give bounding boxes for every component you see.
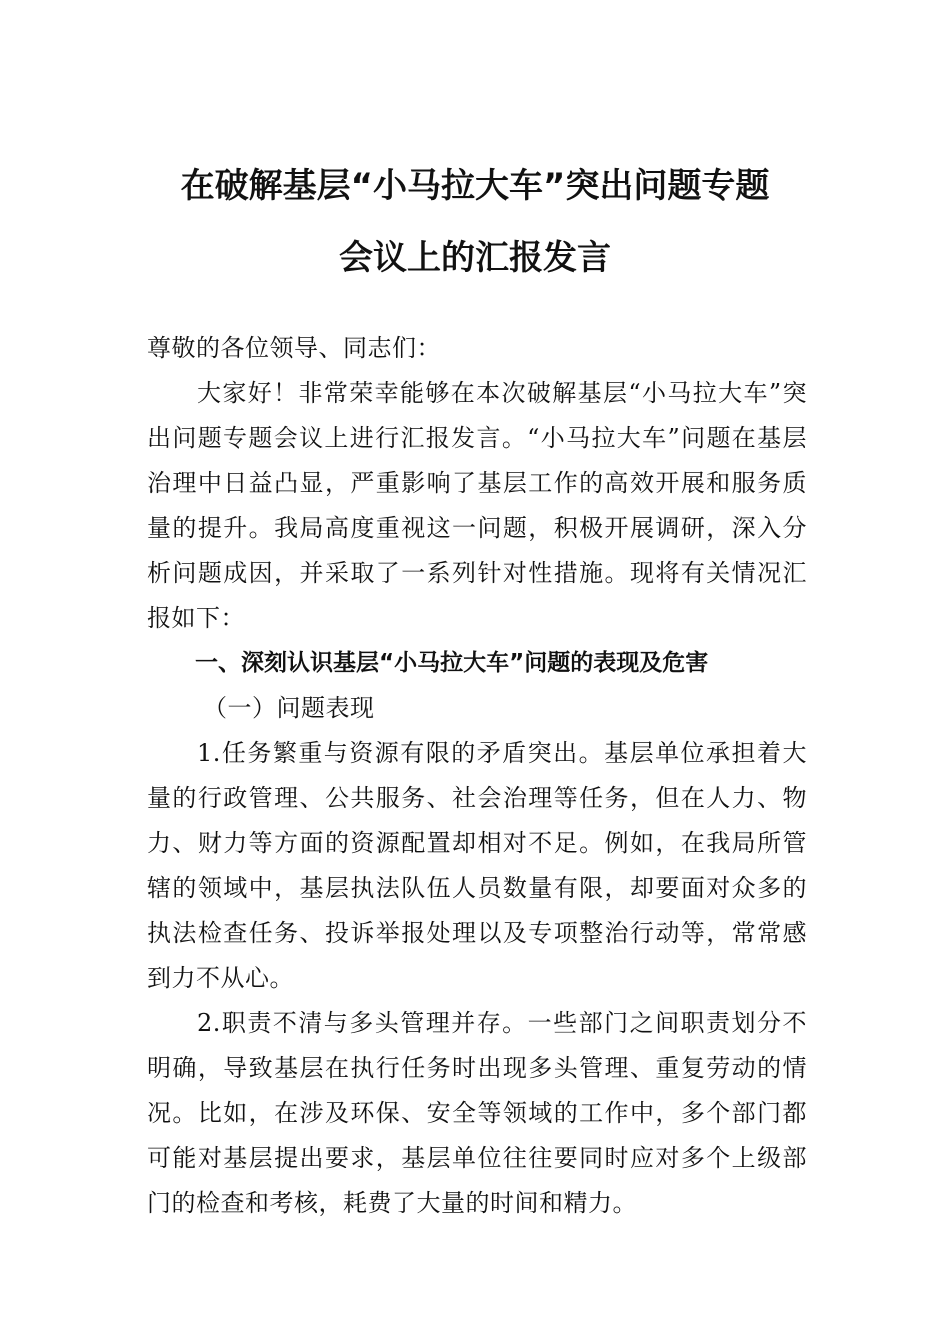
document-body <box>147 326 807 1226</box>
document-title-line-2: 会议上的汇报发言 <box>339 238 611 278</box>
point-2-paragraph: 2.职责不清与多头管理并存。一些部门之间职责划分不明确，导致基层在执行任务时出现多头管理、重复劳动的情况。比如，在涉及环保、安全等领域的工作中，多个部门都可能对基层提出要求，基层单位往往要同时应对多个上级部门的检查和考核，耗费了大量的时间和精力。 <box>147 1009 807 1217</box>
subsection-1-heading: （一）问题表现 <box>203 694 375 722</box>
section-1-heading: 一、深刻认识基层“小马拉大车”问题的表现及危害 <box>195 650 709 676</box>
intro-paragraph: 大家好！非常荣幸能够在本次破解基层“小马拉大车”突出问题专题会议上进行汇报发言。“小马拉大车”问题在基层治理中日益凸显，严重影响了基层工作的高效开展和服务质量的提升。我局高度重视这一问题，积极开展调研，深入分析问题成因，并采取了一系列针对性措施。现将有关情况汇报如下： <box>147 379 807 632</box>
salutation: 尊敬的各位领导、同志们： <box>147 334 441 362</box>
document-title-line-1: 在破解基层“小马拉大车”突出问题专题 <box>180 166 770 206</box>
point-1-paragraph: 1.任务繁重与资源有限的矛盾突出。基层单位承担着大量的行政管理、公共服务、社会治理等任务，但在人力、物力、财力等方面的资源配置却相对不足。例如，在我局所管辖的领域中，基层执法队伍人员数量有限，却要面对众多的执法检查任务、投诉举报处理以及专项整治行动等，常常感到力不从心。 <box>147 739 807 992</box>
